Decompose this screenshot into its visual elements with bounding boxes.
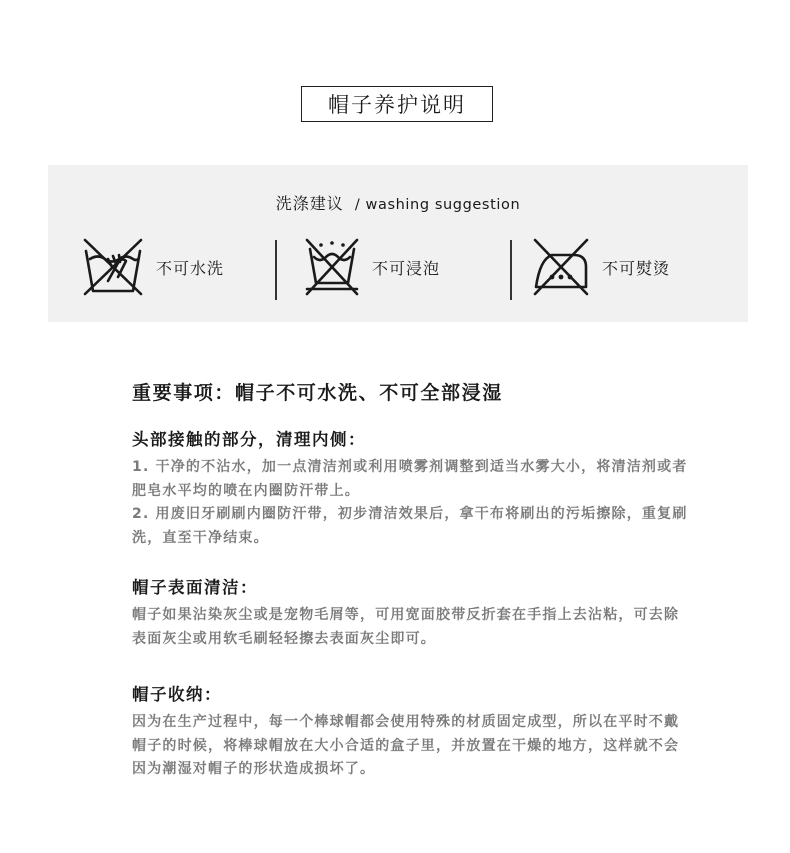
heading-chinese: 洗涤建议 [275, 194, 344, 213]
important-notice: 重要事项：帽子不可水洗、不可全部浸湿 [132, 382, 503, 404]
care-label-no-soak: 不可浸泡 [372, 258, 441, 278]
care-notes [132, 378, 692, 782]
washing-suggestion-panel [48, 165, 748, 322]
inner-cleaning-step-2: 2. 用废旧牙刷刷内圈防汗带，初步清洁效果后，拿干布将刷出的污垢擦除，重复刷洗，直至干净结束。 [132, 506, 688, 546]
section-title-storage: 帽子收纳： [132, 685, 222, 704]
care-item-no-iron [532, 235, 670, 299]
care-label-no-wash: 不可水洗 [156, 258, 225, 278]
page-title: 帽子养护说明 [301, 86, 493, 122]
washing-suggestion-heading [48, 191, 748, 214]
care-item-no-wash [82, 235, 224, 299]
section-title-inner-cleaning: 头部接触的部分，清理内侧： [132, 430, 366, 449]
no-wash-icon [82, 237, 144, 297]
care-divider [275, 240, 277, 300]
inner-cleaning-step-1: 1. 干净的不沾水，加一点清洁剂或利用喷雾剂调整到适当水雾大小，将清洁剂或者肥皂水平均的喷在内圈防汗带上。 [132, 459, 688, 499]
no-iron-icon [532, 237, 590, 297]
no-soak-icon [304, 237, 360, 297]
surface-cleaning-text: 帽子如果沾染灰尘或是宠物毛屑等，可用宽面胶带反折套在手指上去沾粘，可去除表面灰尘或用软毛刷轻轻擦去表面灰尘即可。 [132, 607, 680, 647]
heading-english: / washing suggestion [354, 197, 521, 213]
section-title-surface-cleaning: 帽子表面清洁： [132, 578, 258, 597]
care-item-no-soak [304, 235, 440, 299]
care-label-no-iron: 不可熨烫 [602, 258, 671, 278]
care-divider [510, 240, 512, 300]
storage-text: 因为在生产过程中，每一个棒球帽都会使用特殊的材质固定成型，所以在平时不戴帽子的时候，将棒球帽放在大小合适的盒子里，并放置在干燥的地方，这样就不会因为潮湿对帽子的形状造成损坏了。 [132, 714, 680, 777]
